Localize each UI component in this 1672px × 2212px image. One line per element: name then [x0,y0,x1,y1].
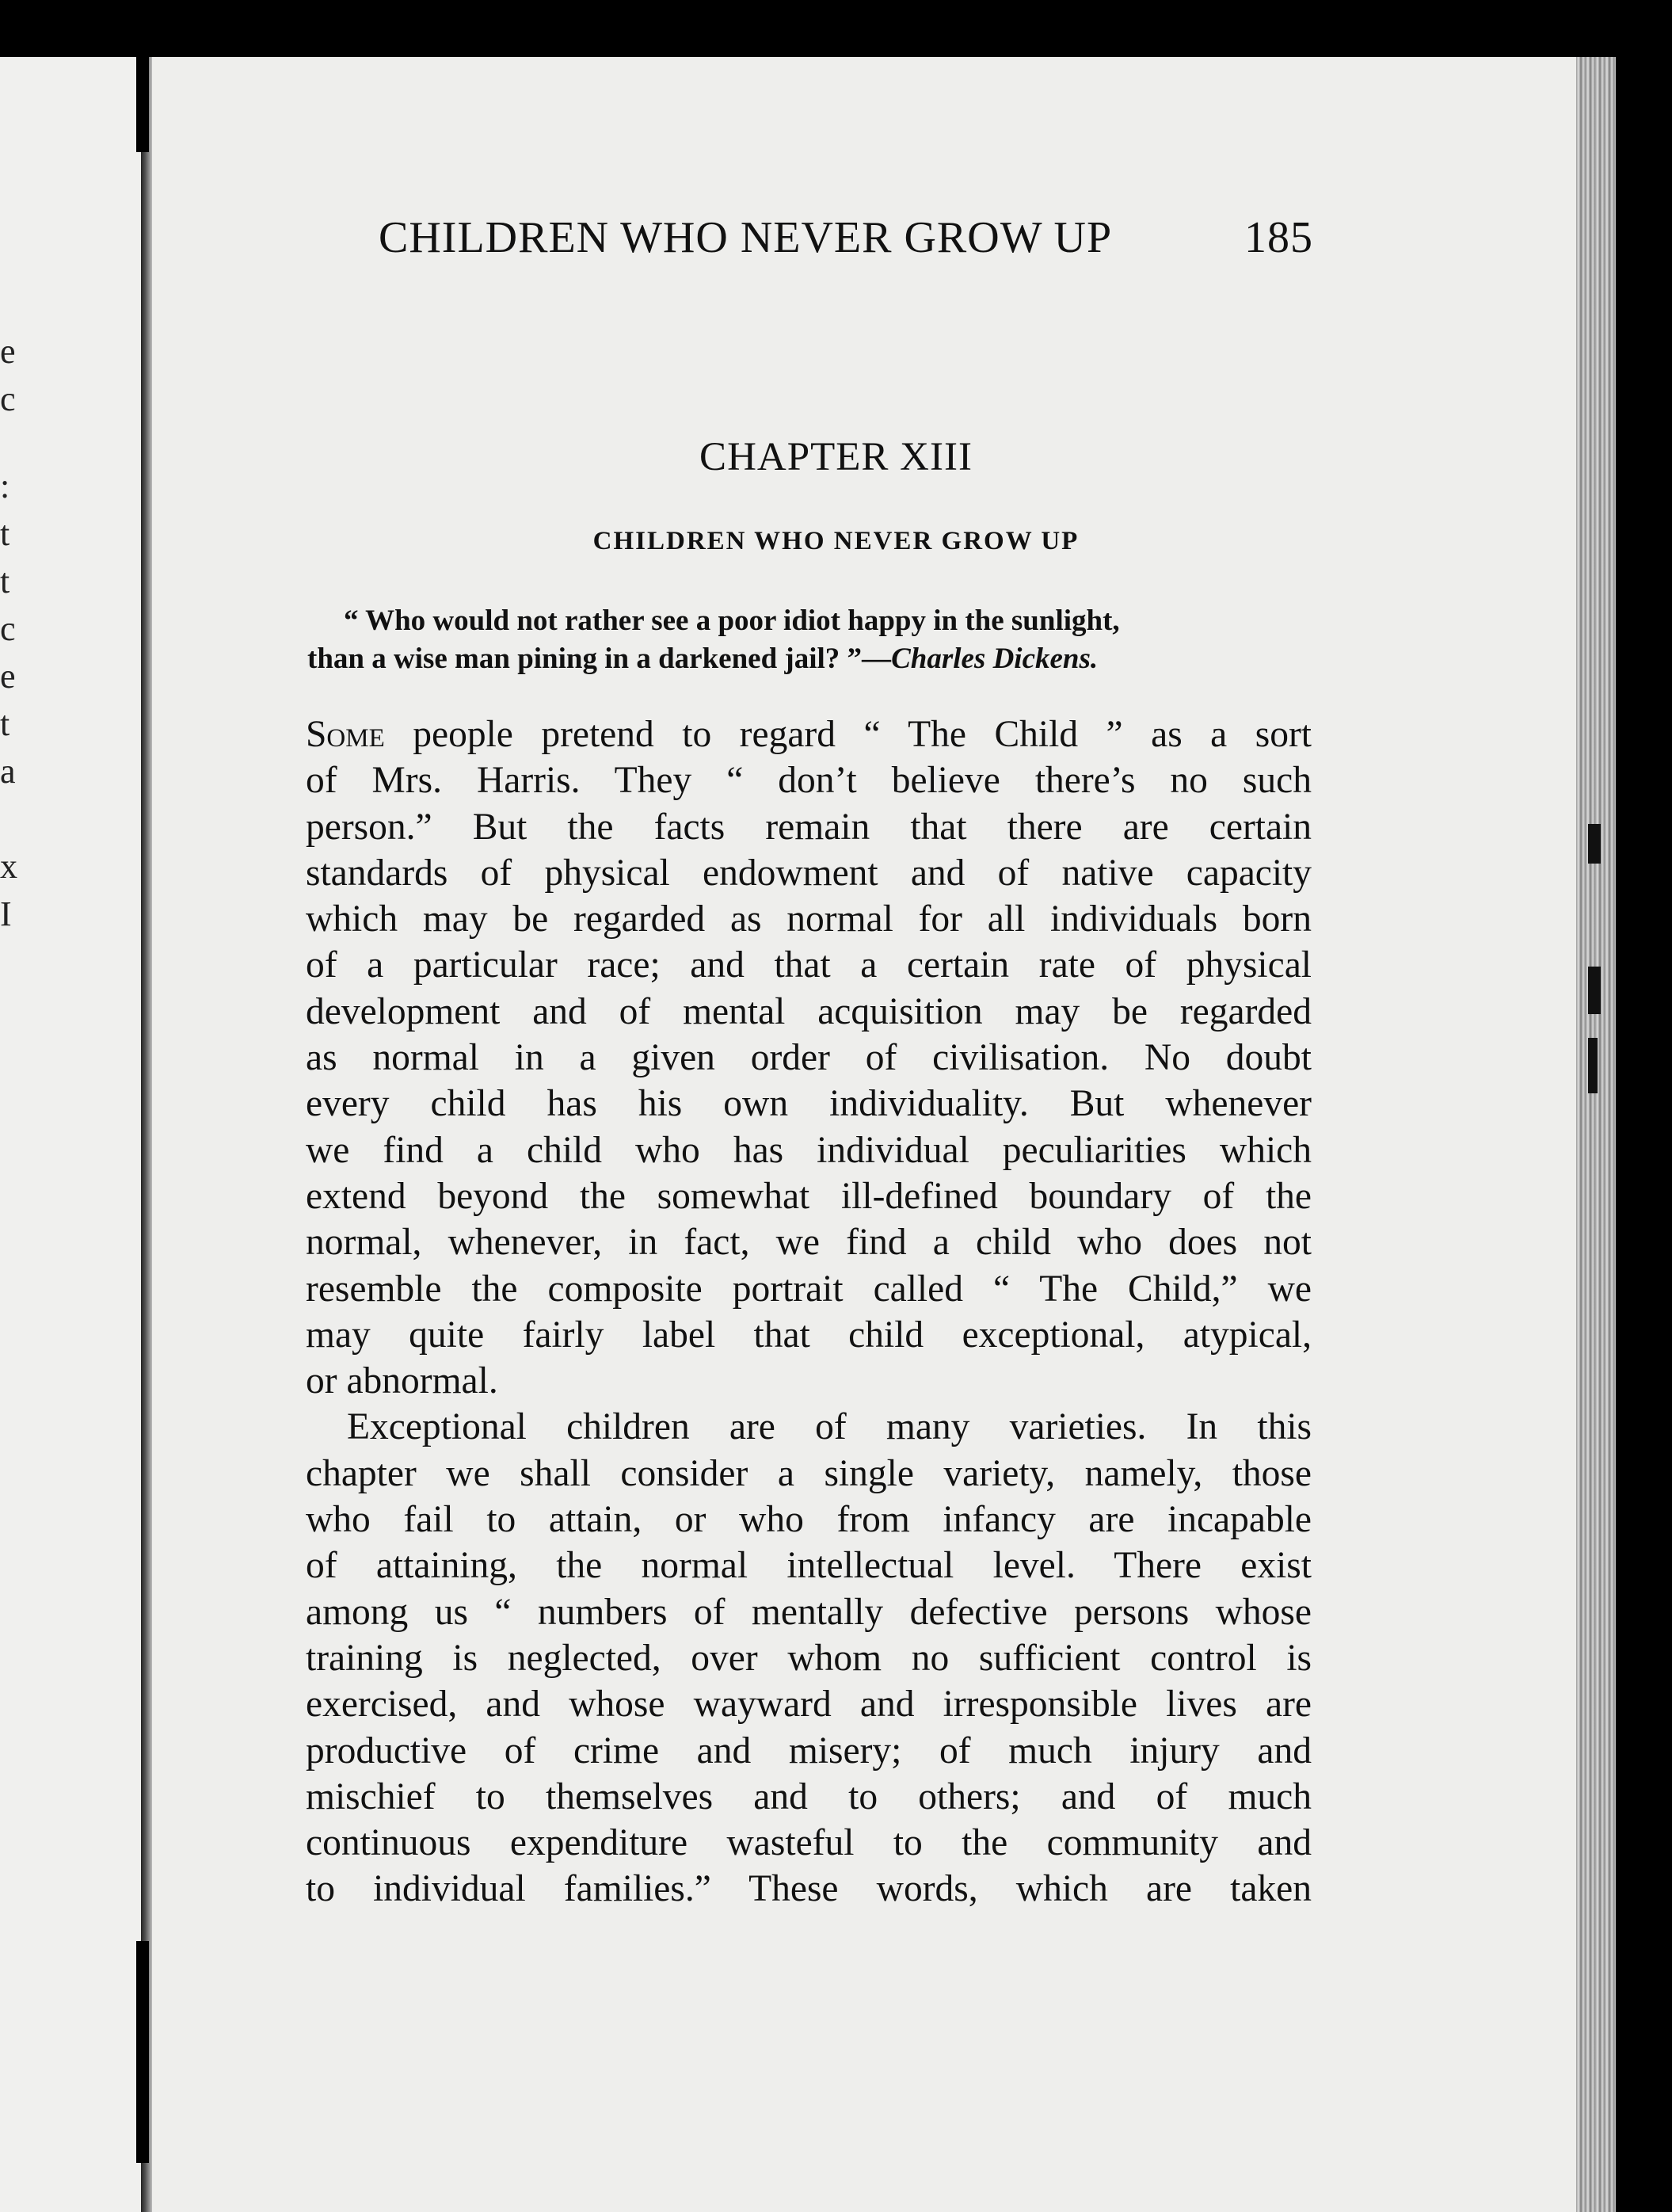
chapter-title: CHILDREN WHO NEVER GROW UP [592,527,1080,555]
body-line: chapter we shall consider a single variety, namely, those [306,1452,1312,1494]
body-line: extend beyond the somewhat ill-defined boundary of the [306,1175,1312,1217]
body-line: resemble the composite portrait called “ The Child,” we [306,1268,1312,1310]
body-line: development and of mental acquisition may be regarded [306,990,1312,1032]
facing-page-glyph: e [0,332,16,371]
scan-top-border [0,0,1672,57]
body-line: we find a child who has individual peculiarities which [306,1129,1312,1171]
body-line: mischief to themselves and to others; and of much [306,1775,1312,1817]
body-line: continuous expenditure wasteful to the community and [306,1822,1312,1864]
page-edge-stack [1576,57,1616,2212]
body-line: or abnormal. [306,1360,498,1402]
epigraph [307,602,1313,678]
epigraph-line: “ Who would not rather see a poor idiot happy in the sunlight, [344,604,1120,637]
body-line: which may be regarded as normal for all individuals born [306,898,1312,940]
body-line: person.” But the facts remain that there are certain [306,806,1312,848]
body-line: standards of physical endowment and of native capacity [306,852,1312,894]
facing-page-glyph: e [0,657,16,696]
body-line: exercised, and whose wayward and irresponsible lives are [306,1684,1312,1726]
body-line: among us “ numbers of mentally defective persons whose [306,1591,1312,1633]
body-line: normal, whenever, in fact, we find a child who does not [306,1222,1312,1264]
facing-page-edge [0,57,141,2212]
body-line: of Mrs. Harris. They “ don’t believe there’s no such [306,760,1312,802]
binding-notch [1588,967,1601,1014]
facing-page-glyph: a [0,752,16,791]
body-line: training is neglected, over whom no sufficient control is [306,1637,1312,1679]
book-gutter [141,57,152,2212]
facing-page-glyph: x [0,847,17,886]
epigraph-attribution: Charles Dickens. [891,643,1099,675]
body-line [306,711,1312,757]
facing-page-glyph: t [0,514,10,553]
epigraph-quote-end: than a wise man pining in a darkened jail? ”— [307,643,892,675]
running-head [379,212,1313,263]
body-line: Exceptional children are of many varieties. In this [347,1406,1312,1448]
body-line: of attaining, the normal intellectual level. There exist [306,1545,1312,1587]
body-line: productive of crime and misery; of much injury and [306,1730,1312,1772]
body-line: every child has his own individuality. But whenever [306,1083,1312,1125]
binding-notch [1588,824,1601,864]
body-line: of a particular race; and that a certain rate of physical [306,944,1312,986]
body-line-text: people pretend to regard “ The Child ” as a sort [384,714,1312,755]
running-head-title: CHILDREN WHO NEVER GROW UP [379,213,1113,262]
body-line: to individual families.” These words, which are taken [306,1868,1312,1910]
facing-page-glyph: c [0,609,16,648]
gutter-shadow [136,1941,149,2163]
body-line: who fail to attain, or who from infancy are incapable [306,1499,1312,1541]
facing-page-glyph: t [0,562,10,601]
facing-page-glyph: c [0,379,16,418]
chapter-number: CHAPTER XIII [699,435,973,479]
body-line: may quite fairly label that child exceptional, atypical, [306,1314,1312,1356]
scan-right-border [1616,57,1672,2212]
first-word: Some [306,714,385,755]
binding-notch [1588,1038,1598,1093]
gutter-shadow [136,57,149,152]
facing-page-glyph: I [0,894,12,933]
facing-page-glyph: t [0,704,10,743]
page-number: 185 [1244,213,1313,262]
body-line: as normal in a given order of civilisation. No doubt [306,1037,1312,1079]
epigraph-line [307,640,1313,678]
body-text [306,711,1312,1913]
facing-page-glyph: : [0,467,10,505]
